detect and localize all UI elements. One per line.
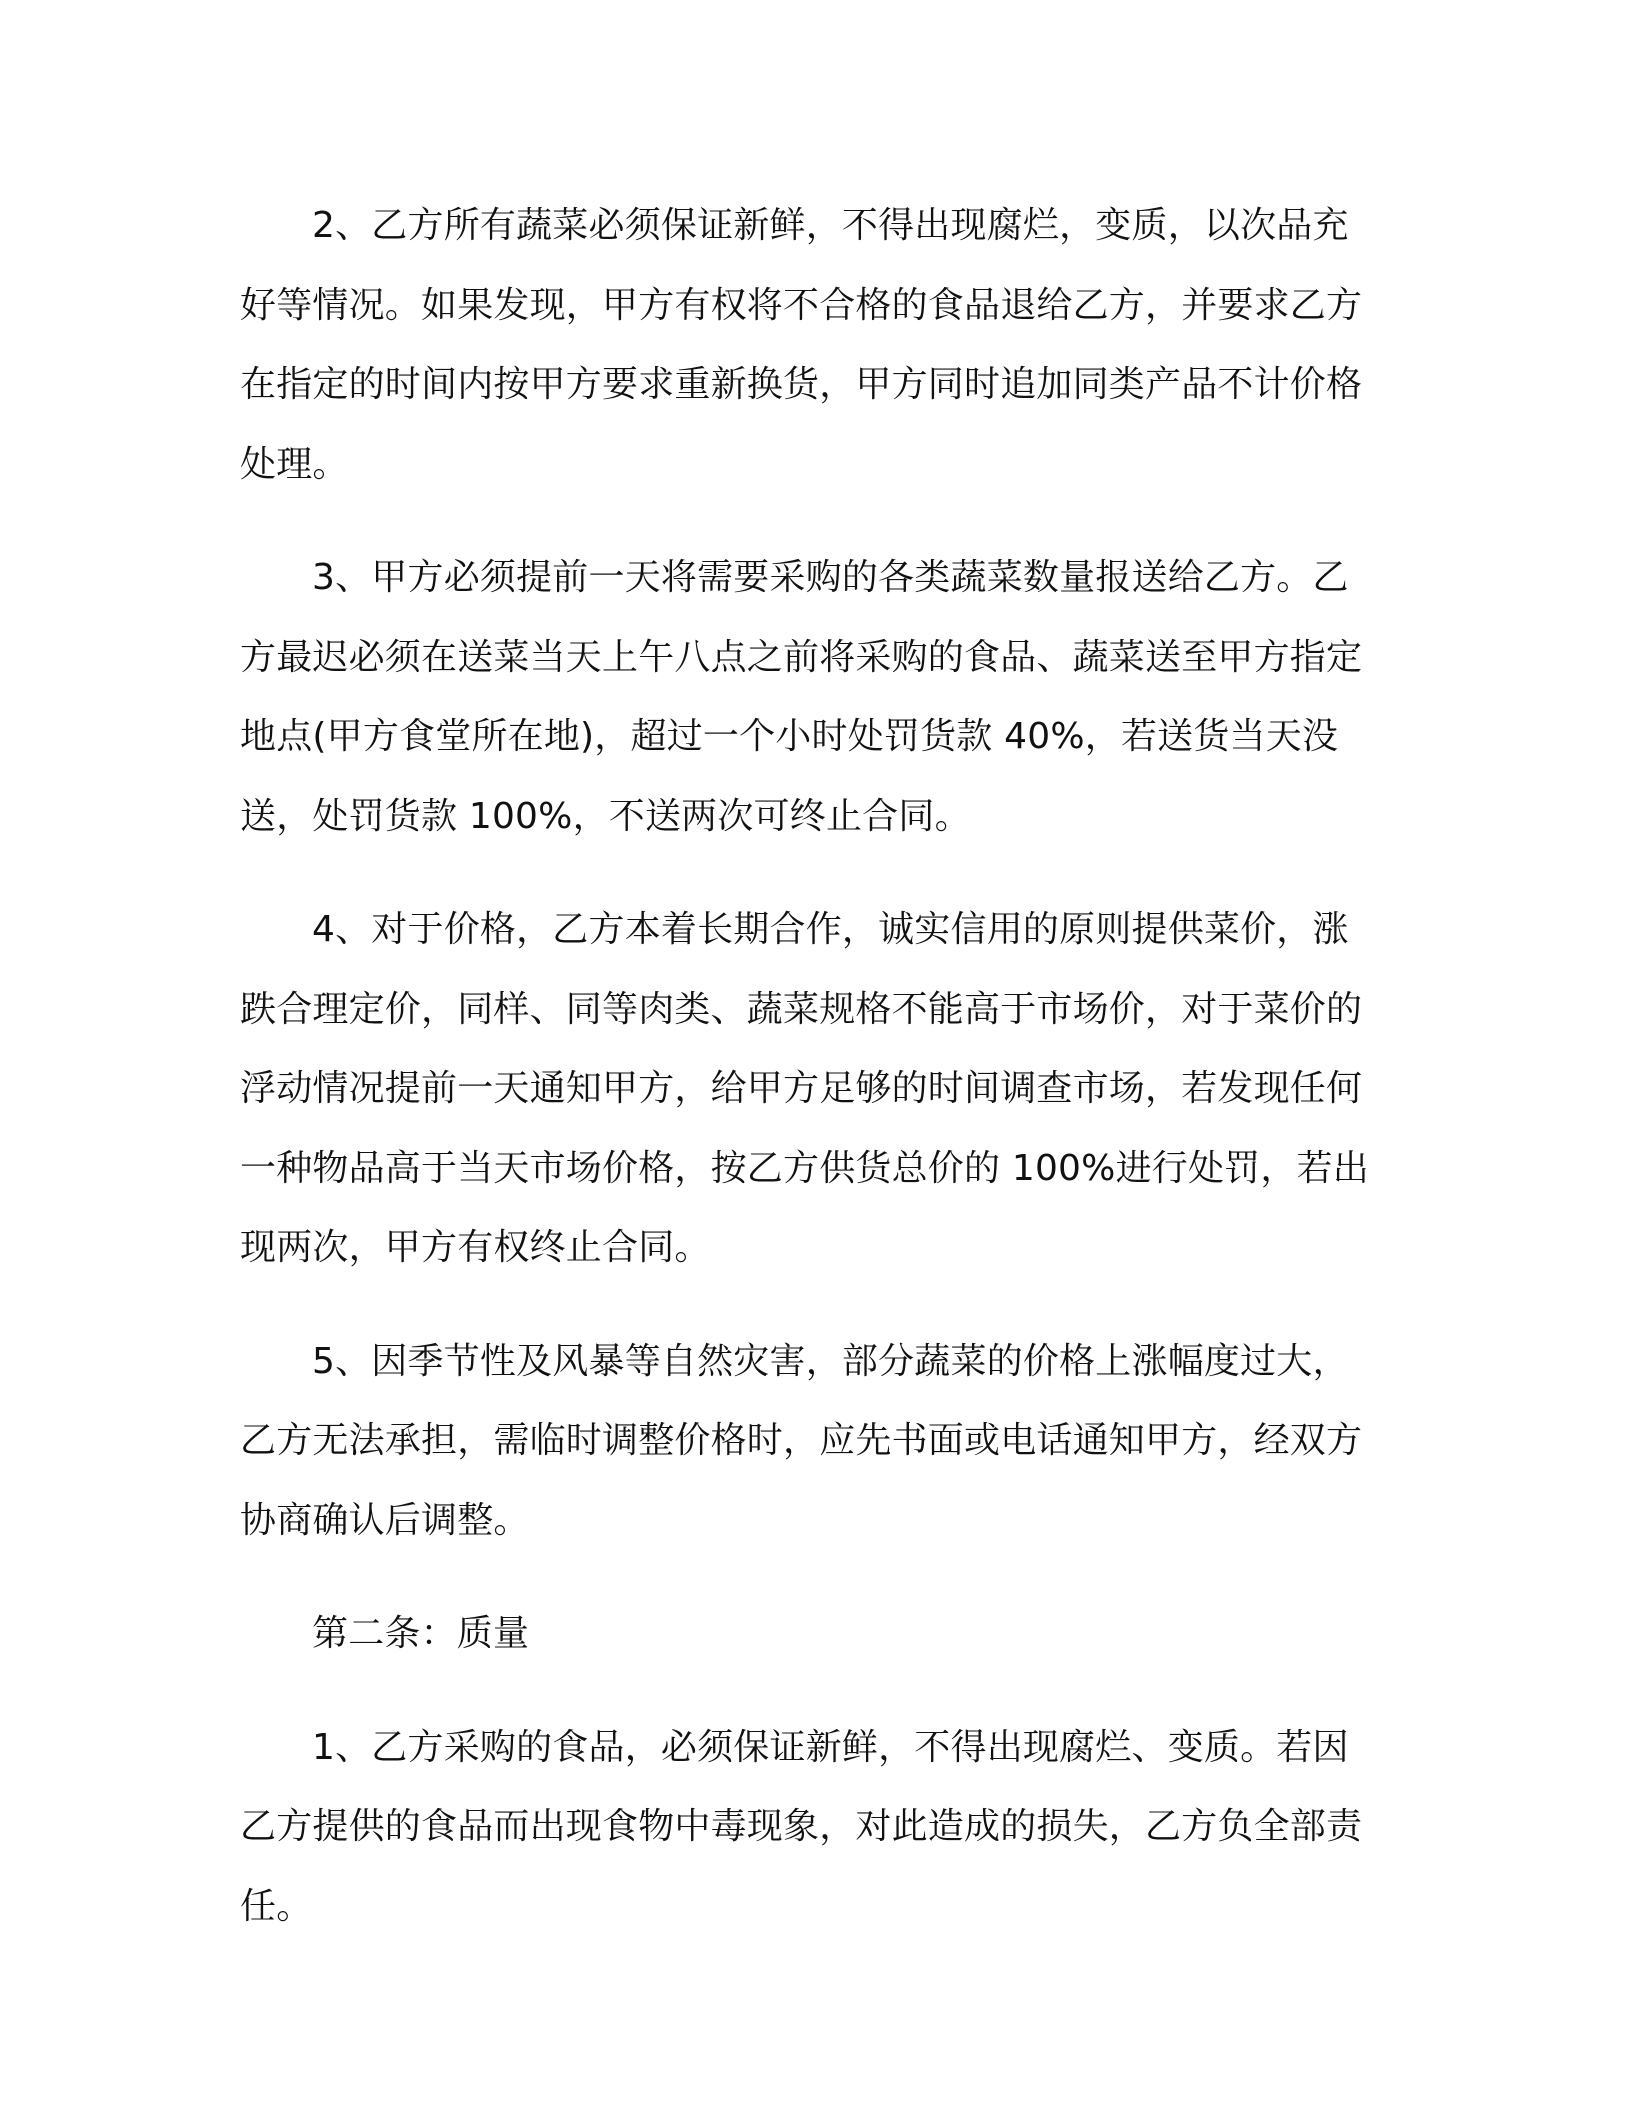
paragraph-gap bbox=[240, 1288, 1380, 1322]
paragraph-gap bbox=[240, 1674, 1380, 1708]
clause-4-paragraph: 4、对于价格，乙方本着长期合作，诚实信用的原则提供菜价，涨跌合理定价，同样、同等肉类、蔬菜规格不能高于市场价，对于菜价的浮动情况提前一天通知甲方，给甲方足够的时间调查市场，若发现任何一种物品高于当天市场价格，按乙方供货总价的 100%进行处罚，若出现两次，甲方有权终止合同。 bbox=[240, 909, 1369, 1268]
section-heading: 第二条：质量 bbox=[312, 1613, 530, 1654]
paragraph-gap bbox=[240, 504, 1380, 538]
paragraph-gap bbox=[240, 1560, 1380, 1594]
document-body bbox=[240, 186, 1380, 1946]
quality-clause-1-paragraph: 1、乙方采购的食品，必须保证新鲜，不得出现腐烂、变质。若因乙方提供的食品而出现食物中毒现象，对此造成的损失，乙方负全部责任。 bbox=[240, 1726, 1363, 1927]
clause-5-paragraph: 5、因季节性及风暴等自然灾害，部分蔬菜的价格上涨幅度过大，乙方无法承担，需临时调整价格时，应先书面或电话通知甲方，经双方协商确认后调整。 bbox=[240, 1340, 1363, 1541]
clause-3-paragraph: 3、甲方必须提前一天将需要采购的各类蔬菜数量报送给乙方。乙方最迟必须在送菜当天上午八点之前将采购的食品、蔬菜送至甲方指定地点(甲方食堂所在地)，超过一个小时处罚货款 40%，若送货当天没送，处罚货款 100%，不送两次可终止合同。 bbox=[240, 557, 1363, 837]
clause-2-paragraph: 2、乙方所有蔬菜必须保证新鲜，不得出现腐烂，变质，以次品充好等情况。如果发现，甲方有权将不合格的食品退给乙方，并要求乙方在指定的时间内按甲方要求重新换货，甲方同时追加同类产品不计价格处理。 bbox=[240, 205, 1363, 485]
paragraph-gap bbox=[240, 856, 1380, 890]
